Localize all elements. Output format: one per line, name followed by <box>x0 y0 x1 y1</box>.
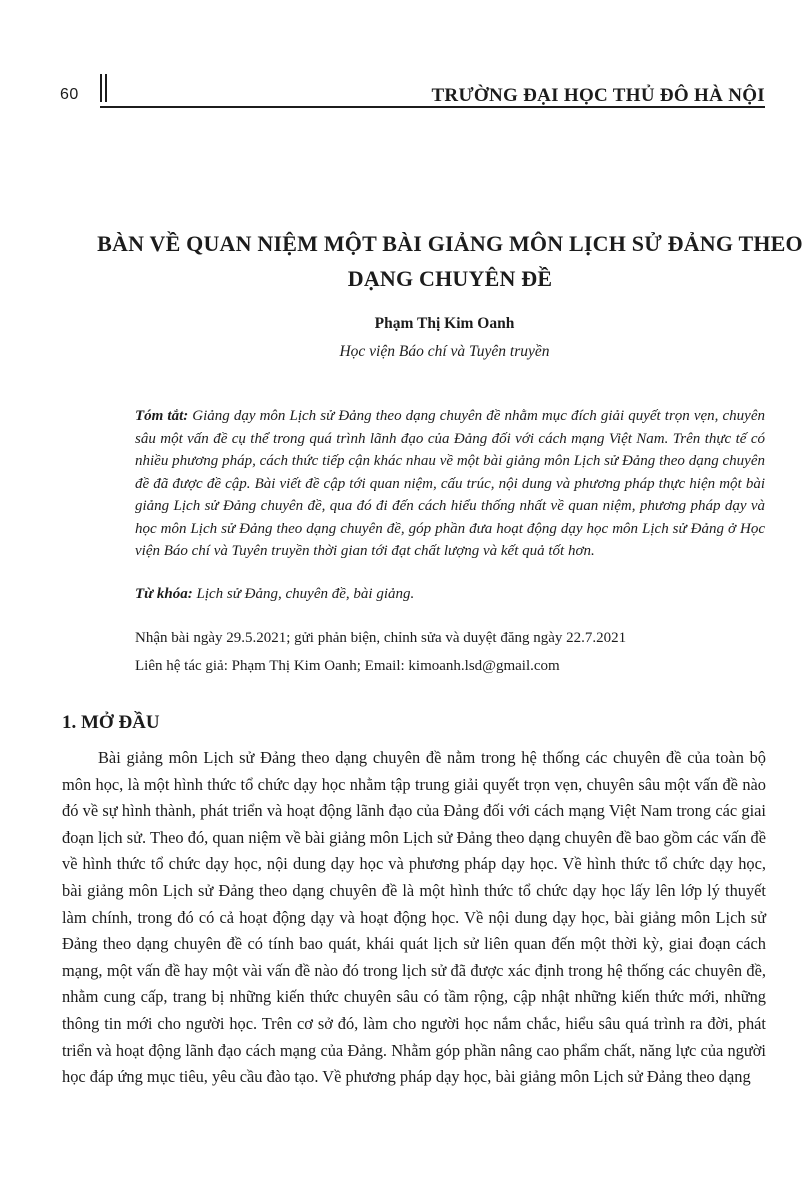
keywords-label: Từ khóa: <box>135 586 193 602</box>
article-title: BÀN VỀ QUAN NIỆM MỘT BÀI GIẢNG MÔN LỊCH SỬ ĐẢNG THEO DẠNG CHUYÊN ĐỀ <box>97 231 803 291</box>
running-head: TRƯỜNG ĐẠI HỌC THỦ ĐÔ HÀ NỘI <box>431 85 765 106</box>
section-heading: 1. MỞ ĐẦU <box>62 712 160 733</box>
author-contact: Liên hệ tác giả: Phạm Thị Kim Oanh; Email: kimoanh.lsd@gmail.com <box>135 658 560 674</box>
header-divider <box>100 106 765 108</box>
abstract-label: Tóm tắt: <box>135 408 189 424</box>
header-ornament <box>100 74 110 102</box>
body-paragraph: Bài giảng môn Lịch sử Đảng theo dạng chuyên đề nằm trong hệ thống các chuyên đề của toàn bộ môn học, là một hình thức tổ chức dạy học nhằm tập trung giải quyết trọn vẹn, chuyên sâu một vấn đề nào đó về sự hình thành, phát triển và hoạt động lãnh đạo của Đảng đối với cách mạng Việt Nam trong các giai đoạn lịch sử. Theo đó, quan niệm về bài giảng môn Lịch sử Đảng theo dạng chuyên đề bao gồm các vấn đề về hình thức tổ chức dạy học, nội dung dạy học và phương pháp dạy học. Về hình thức tổ chức dạy học, bài giảng môn Lịch sử Đảng theo dạng chuyên đề là một hình thức tổ chức dạy học lấy lên lớp lý thuyết làm chính, trong đó có cả hoạt động dạy và hoạt động học. Về nội dung dạy học, bài giảng môn Lịch sử Đảng theo dạng chuyên đề có tính bao quát, khái quát lịch sử liên quan đến một thời kỳ, giai đoạn cách mạng, một vấn đề hay một vài vấn đề nào đó trong lịch sử đã được xác định trong hệ thống các chuyên đề, nhằm cung cấp, trang bị những kiến thức chuyên sâu có tầm rộng, cập nhật những kiến thức mới, những thông tin mới cho người học. Trên cơ sở đó, làm cho người học nắm chắc, hiểu sâu quá trình ra đời, phát triển và hoạt động lãnh đạo cách mạng của Đảng. Nhằm góp phần nâng cao phẩm chất, năng lực của người học đáp ứng mục tiêu, yêu cầu đào tạo. Về phương pháp dạy học, bài giảng môn Lịch sử Đảng theo dạng <box>62 748 766 1087</box>
keywords-text: Lịch sử Đảng, chuyên đề, bài giảng. <box>192 586 415 602</box>
page-number: 60 <box>60 86 79 103</box>
abstract-text: Giảng dạy môn Lịch sử Đảng theo dạng chuyên đề nhằm mục đích giải quyết trọn vẹn, chuyên sâu một vấn đề cụ thể trong quá trình lãnh đạo của Đảng đối với cách mạng Việt Nam. Trên thực tế có nhiều phương pháp, cách thức tiếp cận khác nhau về một bài giảng môn Lịch sử Đảng theo dạng chuyên đề đã được đề cập. Bài viết đề cập tới quan niệm, cấu trúc, nội dung và phương pháp thực hiện một bài giảng Lịch sử Đảng chuyên đề, qua đó đi đến cách hiểu thống nhất về quan niệm, phương pháp dạy và học môn Lịch sử Đảng theo dạng chuyên đề, góp phần đưa hoạt động dạy học môn Lịch sử Đảng ở Học viện Báo chí và Tuyên truyền thời gian tới đạt chất lượng và kết quả tốt hơn. <box>135 408 765 559</box>
keywords <box>135 583 765 606</box>
abstract <box>135 405 765 563</box>
author-name: Phạm Thị Kim Oanh <box>374 315 515 332</box>
received-dates: Nhận bài ngày 29.5.2021; gửi phản biện, chỉnh sửa và duyệt đăng ngày 22.7.2021 <box>135 630 627 646</box>
author-affiliation: Học viện Báo chí và Tuyên truyền <box>339 343 550 360</box>
page-header <box>60 74 765 108</box>
